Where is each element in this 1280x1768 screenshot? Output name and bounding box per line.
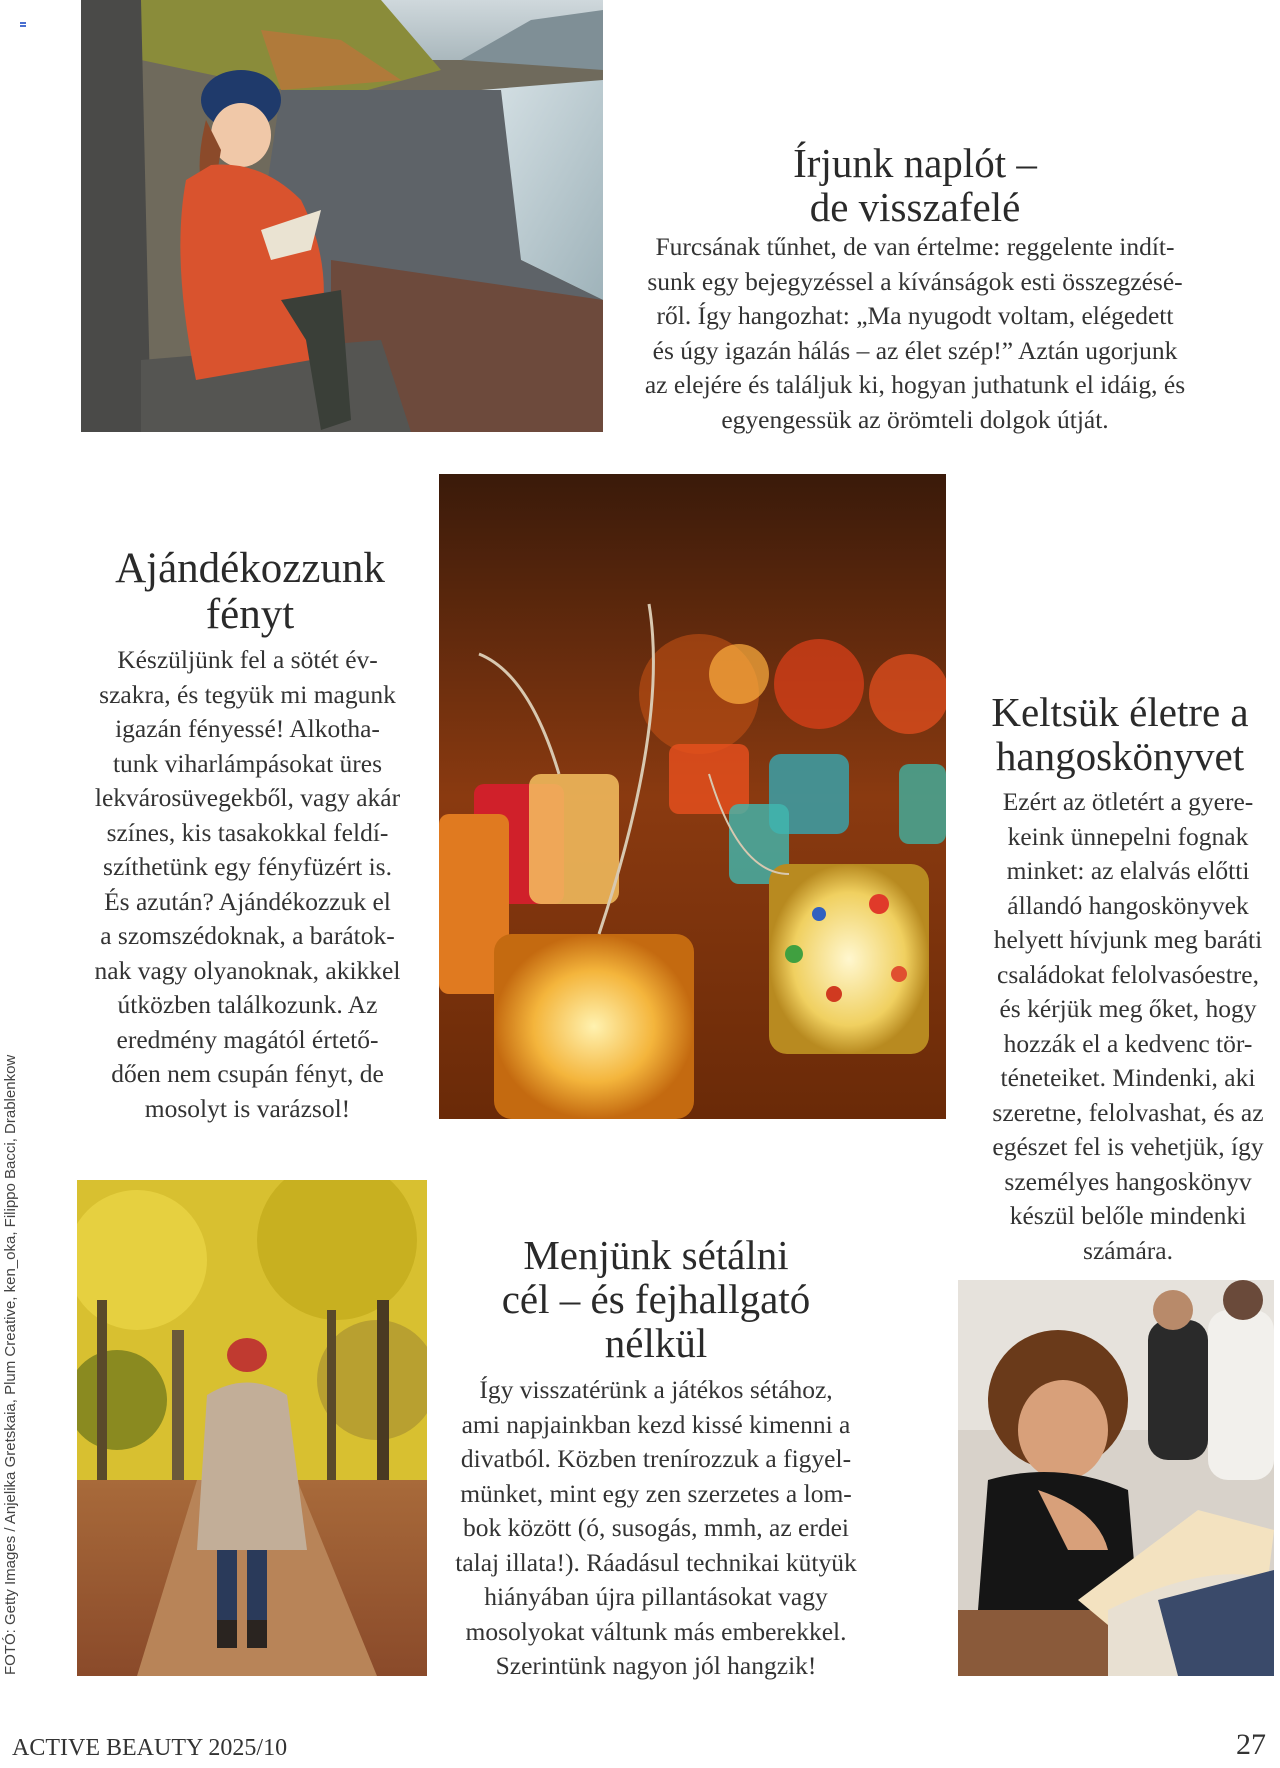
footer-magazine-title: ACTIVE BEAUTY 2025/10 — [12, 1735, 288, 1761]
photo-woman-writing-lakeside — [81, 0, 603, 432]
body-walk: Így visszatérünk a játékos sétához, ami napjainkban kezd kissé kimenni a divatból. Közben trenírozzuk a figyel- münket, mint egy zen szerzetes a lom- bok között (ó, susogás, mmh, az erdei talaj illata!). Ráadásul technikai kütyük hiányában újra pillantásokat vagy mosolyokat váltunk más emberekkel. Szerintünk nagyon jól hangzik! — [455, 1375, 857, 1680]
photo-autumn-forest-walk — [77, 1180, 427, 1676]
body-journal: Furcsának tűnhet, de van értelme: reggelente indít- sunk egy bejegyzéssel a kívánságok esti összegzésé- ről. Így hangozhat: „Ma nyugodt voltam, elégedett és úgy igazán hálás – az élet szép!” Aztán ugorjunk az elejére és találjuk ki, hogyan juthatunk el idáig, és egyengessük az örömteli dolgok útját. — [644, 232, 1186, 434]
body-light: Készüljünk fel a sötét év- szakra, és tegyük mi magunk igazán fényessé! Alkotha- tunk viharlámpásokat üres lekvárosüvegekből, vagy akár színes, kis tasakokkal feldí- szíthetünk egy fényfüzért is. És azután? Ajándékozzuk el a szomszédoknak, a barátok- nak vagy olyanoknak, akikkel útközben találkozunk. Az eredmény magától értető- dően nem csupán fényt, de mosolyt is varázsol! — [94, 645, 401, 1123]
heading-journal: Írjunk naplót – de visszafelé — [793, 140, 1037, 230]
page-number: 27 — [1236, 1728, 1266, 1761]
photo-credit: FOTÓ: Getty Images / Anjelika Gretskaia, Plum Creative, ken_oka, Filippo Bacci, Drablenkow — [2, 1054, 19, 1675]
heading-light: Ajándékozzunk fényt — [115, 545, 385, 638]
body-audiobook: Ezért az ötletért a gyere- keink ünnepelni fognak minket: az elalvás előtti állandó hangoskönyvek helyett hívjunk meg baráti családokat felolvasóestre, és kérjük meg őket, hogy hozzák el a kedvenc tör- téneteiket. Mindenki, aki szeretne, felolvashat, és az egészet fel is vehetjük, így személyes hangoskönyv készül belőle mindenki számára. — [992, 787, 1264, 1265]
heading-audiobook: Keltsük életre a hangoskönyvet — [991, 689, 1249, 779]
photo-jar-lanterns — [439, 474, 946, 1119]
corner-marker — [20, 22, 26, 29]
photo-woman-reading-book — [958, 1280, 1274, 1676]
heading-walk: Menjünk sétálni cél – és fejhallgató nélkül — [501, 1232, 811, 1366]
